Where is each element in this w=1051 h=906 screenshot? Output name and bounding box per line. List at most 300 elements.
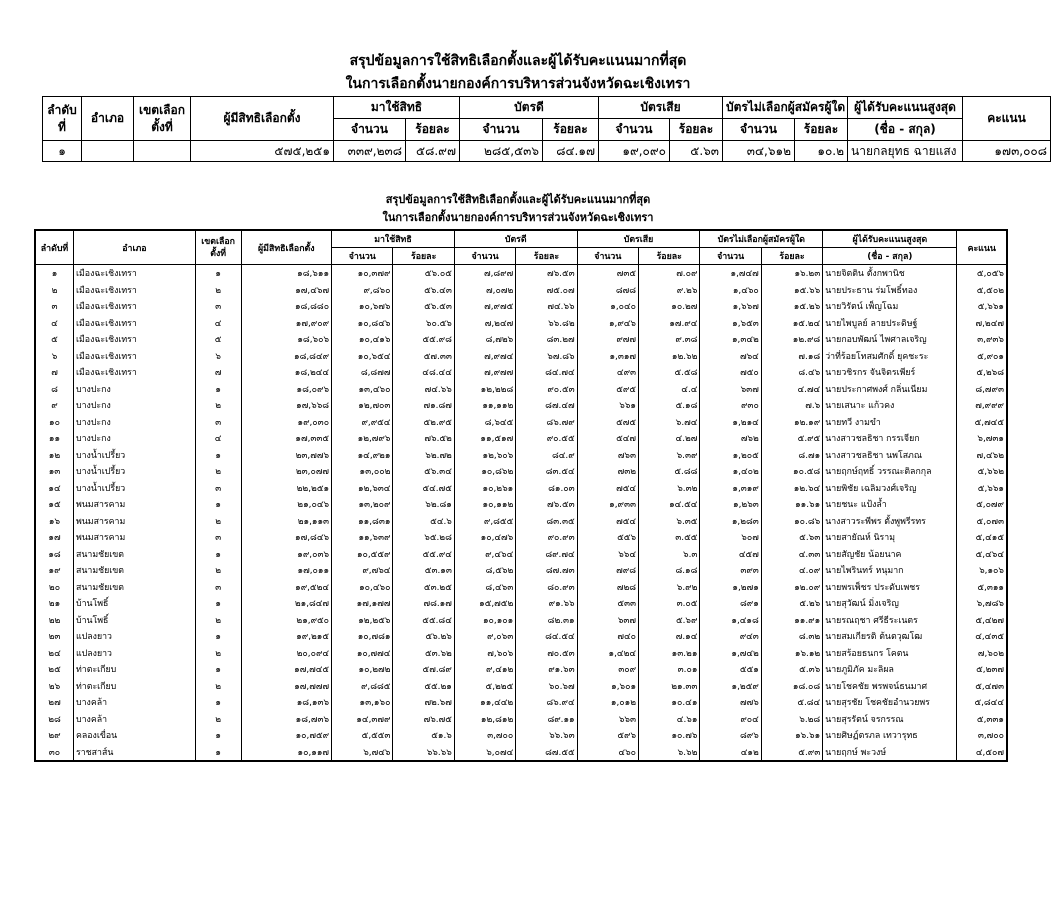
cell-bad-percent: ๑๐.๗๖ (639, 727, 700, 744)
header-good: บัตรดี (460, 97, 599, 119)
cell-good-count: ๑๕,๗๕๒ (454, 595, 515, 612)
cell-bad-percent: ๕.๘๘ (639, 463, 700, 480)
cell-novote-percent: ๑๖.๒๓ (761, 265, 822, 282)
cell-novote-count: ๔๕๗ (700, 546, 761, 563)
cell-zone: ๑ (195, 447, 241, 464)
cell-district: พนมสารคาม (74, 529, 196, 546)
cell-score: ๗,๔๖๒ (957, 447, 1007, 464)
cell-novote-count: ๑,๔๐๒ (700, 463, 761, 480)
cell-bad-percent: ๖.๗๔ (639, 414, 700, 431)
cell-zone: ๒ (195, 562, 241, 579)
cell-zone: ๑ (195, 727, 241, 744)
cell-zone: ๓ (195, 414, 241, 431)
cell-novote-percent: ๕.๒๖ (761, 595, 822, 612)
sub-percent: ร้อยละ (543, 119, 599, 141)
cell-novote-percent: ๑๒.๖๔ (761, 480, 822, 497)
cell-eligible: ๑๗,๗๔๕ (241, 661, 332, 678)
cell-bad-percent: ๑๐.๒๗ (639, 298, 700, 315)
cell-eligible: ๕๗๕,๒๕๑ (191, 141, 334, 162)
cell-bad-percent: ๖.๙๒ (639, 579, 700, 596)
cell-novote-percent: ๑๕.๖๖ (761, 282, 822, 299)
cell-district: เมืองฉะเชิงเทรา (74, 331, 196, 348)
cell-top-name: นายสุวัฒน์ มิ่งเจริญ (823, 595, 957, 612)
cell-seq: ๑๗ (35, 529, 74, 546)
cell-novote-percent: ๔.๗๔ (761, 381, 822, 398)
sub-name: (ชื่อ - สกุล) (823, 248, 957, 265)
cell-eligible: ๒๓,๐๗๗ (241, 463, 332, 480)
table-row (35, 414, 1007, 431)
sub-percent: ร้อยละ (406, 119, 460, 141)
header-seq: ลำดับที่ (35, 230, 74, 265)
cell-district: บางคล้า (74, 694, 196, 711)
cell-zone: ๒ (195, 612, 241, 629)
cell-district: เมืองฉะเชิงเทรา (74, 364, 196, 381)
cell-bad-percent: ๑๐.๔๑ (639, 694, 700, 711)
cell-novote-count: ๑,๗๔๒ (700, 645, 761, 662)
cell-good-count: ๘,๔๖๓ (454, 579, 515, 596)
table-row (35, 595, 1007, 612)
cell-good-count: ๑๐,๔๗๖ (454, 529, 515, 546)
cell-novote-percent: ๑๒.๑๙ (761, 414, 822, 431)
cell-good-percent: ๘๖.๙๔ (516, 694, 577, 711)
cell-seq: ๒๒ (35, 612, 74, 629)
cell-novote-count: ๕๕๑ (700, 661, 761, 678)
cell-good-count: ๗,๙๗๕ (454, 298, 515, 315)
cell-turnout-percent: ๕๗.๘๙ (393, 661, 454, 678)
cell-good-count: ๗,๒๔๗ (454, 315, 515, 332)
cell-seq: ๒๐ (35, 579, 74, 596)
cell-bad-count: ๑,๐๑๒ (577, 694, 638, 711)
cell-turnout-percent: ๗๘.๑๗ (393, 595, 454, 612)
cell-eligible: ๒๒,๒๕๑ (241, 480, 332, 497)
cell-seq: ๒๘ (35, 711, 74, 728)
cell-score: ๕,๒๓๗ (957, 661, 1007, 678)
cell-novote-count: ๖๓๗ (700, 381, 761, 398)
cell-bad-percent: ๑๗.๙๔ (639, 315, 700, 332)
cell-novote-percent: ๔.๐๙ (761, 562, 822, 579)
table-row (35, 315, 1007, 332)
cell-bad-percent: ๖.๖๒ (639, 744, 700, 762)
table-row (35, 496, 1007, 513)
cell-turnout-count: ๑๐,๔๖๐ (332, 579, 393, 596)
table-row (35, 529, 1007, 546)
cell-good-count: ๘,๗๒๖ (454, 331, 515, 348)
cell-bad-count: ๕๓๓ (577, 595, 638, 612)
cell-top-name: นายฤกษ์ พะวงษ์ (823, 744, 957, 762)
cell-zone: ๓ (195, 298, 241, 315)
cell-good-percent: ๘๙.๗๔ (516, 546, 577, 563)
cell-district: ท่าตะเกียบ (74, 661, 196, 678)
cell-novote-percent: ๘.๗๑ (761, 447, 822, 464)
cell-good-count: ๘,๕๖๒ (454, 562, 515, 579)
cell-eligible: ๑๘,๐๙๖ (241, 381, 332, 398)
cell-good-percent: ๘๔.๗๔ (516, 364, 577, 381)
header-novote: บัตรไม่เลือกผู้สมัครผู้ใด (723, 97, 848, 119)
cell-eligible: ๑๗,๗๗๗ (241, 678, 332, 695)
cell-good-count: ๙,๔๖๔ (454, 546, 515, 563)
cell-seq: ๑๒ (35, 447, 74, 464)
cell-turnout-count: ๘,๘๗๗ (332, 364, 393, 381)
cell-seq: ๒ (35, 282, 74, 299)
cell-score: ๗,๖๐๒ (957, 645, 1007, 662)
cell-bad-count: ๖๓๗ (577, 612, 638, 629)
cell-zone: ๓ (195, 579, 241, 596)
cell-seq: ๕ (35, 331, 74, 348)
cell-score: ๖,๗๘๖ (957, 595, 1007, 612)
cell-score: ๕,๕๐๒ (957, 282, 1007, 299)
header-bad: บัตรเสีย (599, 97, 723, 119)
cell-novote-count: ๗๗๖ (700, 694, 761, 711)
cell-turnout-percent: ๕๓.๑๓ (393, 562, 454, 579)
cell-eligible: ๑๘,๗๓๖ (241, 711, 332, 728)
detail-title-line2: ในการเลือกตั้งนายกองค์การบริหารส่วนจังหวัดฉะเชิงเทรา (382, 211, 654, 224)
cell-seq: ๒๑ (35, 595, 74, 612)
cell-novote-count: ๖๐๗ (700, 529, 761, 546)
cell-seq: ๒๓ (35, 628, 74, 645)
cell-turnout-percent: ๕๔.๗๕ (393, 480, 454, 497)
cell-zone: ๑ (195, 496, 241, 513)
cell-good-count: ๗,๐๗๒ (454, 282, 515, 299)
cell-district: เมืองฉะเชิงเทรา (74, 265, 196, 282)
cell-bad-count: ๗๓๕ (577, 265, 638, 282)
cell-good-count: ๕,๒๒๕ (454, 678, 515, 695)
cell-district (82, 141, 134, 162)
cell-district: ท่าตะเกียบ (74, 678, 196, 695)
cell-novote-count: ๘๙๑ (700, 595, 761, 612)
cell-turnout-count: ๑๓,๒๐๙ (332, 496, 393, 513)
table-row (35, 463, 1007, 480)
cell-seq: ๓๐ (35, 744, 74, 762)
cell-district: บางปะกง (74, 381, 196, 398)
cell-novote-count: ๑,๓๔๒ (700, 331, 761, 348)
cell-seq: ๒๗ (35, 694, 74, 711)
header-novote: บัตรไม่เลือกผู้สมัครผู้ใด (700, 230, 823, 248)
cell-top-name: นายสร้อยธนกร โคตน (823, 645, 957, 662)
cell-eligible: ๑๗,๐๑๑ (241, 562, 332, 579)
cell-turnout-percent: ๕๖.๔๓ (393, 282, 454, 299)
cell-score: ๕,๔๖๔ (957, 546, 1007, 563)
cell-zone: ๖ (195, 348, 241, 365)
cell-good-percent: ๘๖.๗๙ (516, 414, 577, 431)
sub-count: จำนวน (332, 248, 393, 265)
cell-turnout-count: ๙,๗๖๔ (332, 562, 393, 579)
cell-turnout-percent: ๕๕.๘๔ (393, 612, 454, 629)
cell-seq: ๒๕ (35, 661, 74, 678)
cell-turnout-count: ๑๔,๙๒๑ (332, 447, 393, 464)
cell-novote-count: ๗๖๒ (700, 430, 761, 447)
sub-percent: ร้อยละ (639, 248, 700, 265)
cell-good-count: ๑๒,๒๒๘ (454, 381, 515, 398)
cell-novote-count: ๑,๒๐๕ (700, 447, 761, 464)
cell-eligible: ๑๗,๘๔๖ (241, 529, 332, 546)
cell-bad-count: ๖๖๓ (577, 711, 638, 728)
cell-turnout-count: ๑๒,๗๙๖ (332, 430, 393, 447)
cell-turnout-percent: ๕๓.๖๒ (393, 645, 454, 662)
cell-good-percent: ๘๓.๓๕ (516, 513, 577, 530)
cell-turnout-count: ๑๗,๑๗๗ (332, 595, 393, 612)
cell-zone: ๔ (195, 430, 241, 447)
cell-top-name: นายพรเพ็ชร ประดับเพชร (823, 579, 957, 596)
cell-eligible: ๑๙,๒๑๕ (241, 628, 332, 645)
cell-bad-count: ๑,๔๒๔ (577, 645, 638, 662)
cell-score: ๕,๙๐๑ (957, 348, 1007, 365)
cell-bad-count: ๔๖๐ (577, 744, 638, 762)
cell-good-percent: ๖๗.๘๖ (516, 348, 577, 365)
sub-percent: ร้อยละ (761, 248, 822, 265)
cell-top-name: นายโชคชัย พรพจน์ธนมาศ (823, 678, 957, 695)
cell-novote-count: ๓๔,๖๑๒ (723, 141, 795, 162)
cell-good-count: ๑๐,๑๐๑ (454, 612, 515, 629)
cell-district: คลองเขื่อน (74, 727, 196, 744)
table-row (35, 430, 1007, 447)
cell-novote-percent: ๕.๘๔ (761, 694, 822, 711)
table-row (35, 364, 1007, 381)
cell-good-percent: ๘๓.๒๗ (516, 331, 577, 348)
cell-zone: ๔ (195, 315, 241, 332)
cell-turnout-percent: ๕๖.๐๕ (393, 265, 454, 282)
cell-score: ๗,๒๔๗ (957, 315, 1007, 332)
cell-district: บ้านโพธิ์ (74, 612, 196, 629)
cell-good-percent: ๖๖.๖๓ (516, 727, 577, 744)
table-row (35, 381, 1007, 398)
cell-eligible: ๑๘,๘๔๙ (241, 348, 332, 365)
header-score: คะแนน (957, 230, 1007, 265)
cell-good-count: ๑๐,๒๖๑ (454, 480, 515, 497)
header-turnout: มาใช้สิทธิ (334, 97, 460, 119)
summary-title-line1: สรุปข้อมูลการใช้สิทธิเลือกตั้งและผู้ได้รับคะแนนมากที่สุด (349, 53, 687, 69)
cell-bad-count: ๓๐๙ (577, 661, 638, 678)
cell-good-percent: ๘๙.๑๑ (516, 711, 577, 728)
cell-eligible: ๑๗,๖๖๘ (241, 397, 332, 414)
cell-good-count: ๒๘๕,๕๓๖ (460, 141, 543, 162)
cell-turnout-percent: ๕๕.๒๑ (393, 678, 454, 695)
cell-novote-percent: ๘.๓๒ (761, 628, 822, 645)
cell-good-percent: ๘๗.๗๓ (516, 562, 577, 579)
cell-novote-percent: ๑๒.๐๙ (761, 579, 822, 596)
cell-eligible: ๒๓,๗๗๖ (241, 447, 332, 464)
cell-good-percent: ๗๔.๖๖ (516, 298, 577, 315)
cell-novote-percent: ๑๐.๕๘ (761, 463, 822, 480)
cell-zone: ๑ (195, 546, 241, 563)
cell-good-percent: ๙๑.๖๓ (516, 661, 577, 678)
cell-score: ๗,๙๙๙ (957, 397, 1007, 414)
cell-novote-percent: ๑๑.๖๑ (761, 496, 822, 513)
cell-turnout-percent: ๕๕.๙๘ (393, 331, 454, 348)
cell-district: ราชสาส์น (74, 744, 196, 762)
cell-good-count: ๗,๖๐๖ (454, 645, 515, 662)
cell-turnout-percent: ๕๓.๒๕ (393, 579, 454, 596)
cell-seq: ๙ (35, 397, 74, 414)
cell-good-percent: ๗๖.๕๓ (516, 265, 577, 282)
cell-good-count: ๙,๘๕๕ (454, 513, 515, 530)
cell-zone: ๒ (195, 463, 241, 480)
cell-turnout-percent: ๕๔.๖ (393, 513, 454, 530)
table-row (35, 645, 1007, 662)
cell-turnout-percent: ๗๒.๖๗ (393, 694, 454, 711)
cell-seq: ๑๔ (35, 480, 74, 497)
cell-good-count: ๑๑,๔๔๒ (454, 694, 515, 711)
cell-zone: ๑ (195, 661, 241, 678)
cell-bad-count: ๕๔๗ (577, 430, 638, 447)
table-row (35, 282, 1007, 299)
cell-turnout-count: ๑๐,๘๔๖ (332, 315, 393, 332)
cell-good-percent: ๙๑.๖๖ (516, 595, 577, 612)
cell-good-count: ๑๐,๑๑๒ (454, 496, 515, 513)
cell-novote-count: ๑,๒๕๙ (700, 678, 761, 695)
cell-top-name: นายพิชัย เฉลิมวงศ์เจริญ (823, 480, 957, 497)
cell-novote-count: ๑,๒๗๑ (700, 579, 761, 596)
cell-bad-percent: ๓.๐๑ (639, 661, 700, 678)
cell-turnout-percent: ๕๖.๒๖ (393, 628, 454, 645)
cell-zone (134, 141, 191, 162)
cell-top-name: นายประธาน ร่มโพธิ์ทอง (823, 282, 957, 299)
cell-turnout-count: ๑๐,๗๘๑ (332, 628, 393, 645)
cell-score: ๕,๒๖๘ (957, 364, 1007, 381)
sub-count: จำนวน (599, 119, 670, 141)
cell-novote-percent: ๗.๑๘ (761, 348, 822, 365)
cell-novote-percent: ๕.๖๓ (761, 529, 822, 546)
cell-bad-percent: ๔.๖๑ (639, 711, 700, 728)
cell-seq: ๔ (35, 315, 74, 332)
cell-bad-count: ๑,๙๔๖ (577, 315, 638, 332)
cell-district: บางน้ำเปรี้ยว (74, 480, 196, 497)
sub-percent: ร้อยละ (670, 119, 723, 141)
cell-bad-count: ๔๙๓ (577, 364, 638, 381)
cell-district: สนามชัยเขต (74, 546, 196, 563)
cell-top-name: นายไพรินทร์ หนุมาก (823, 562, 957, 579)
cell-novote-percent: ๑๖.๑๒ (761, 645, 822, 662)
cell-eligible: ๒๑,๙๕๐ (241, 612, 332, 629)
cell-turnout-count: ๑๓,๐๐๒ (332, 463, 393, 480)
cell-score: ๕,๐๕๖ (957, 265, 1007, 282)
cell-novote-percent: ๕.๙๓ (761, 744, 822, 762)
header-zone: เขตเลือกตั้งที่ (134, 97, 191, 141)
cell-district: แปลงยาว (74, 628, 196, 645)
cell-turnout-count: ๑๐,๒๗๒ (332, 661, 393, 678)
cell-eligible: ๑๙,๐๓๖ (241, 546, 332, 563)
sub-percent: ร้อยละ (516, 248, 577, 265)
cell-good-percent: ๖๐.๖๗ (516, 678, 577, 695)
cell-district: เมืองฉะเชิงเทรา (74, 348, 196, 365)
cell-eligible: ๒๑,๘๔๗ (241, 595, 332, 612)
cell-turnout-count: ๑๑,๘๓๑ (332, 513, 393, 530)
cell-score: ๔,๕๐๗ (957, 744, 1007, 762)
cell-seq: ๖ (35, 348, 74, 365)
cell-bad-percent: ๕.๕๘ (639, 364, 700, 381)
cell-eligible: ๑๙,๐๓๐ (241, 414, 332, 431)
cell-novote-count: ๑,๔๖๐ (700, 282, 761, 299)
cell-top-name: นางสาวชลธิชา กรรเจียก (823, 430, 957, 447)
cell-novote-count: ๙๐๔ (700, 711, 761, 728)
cell-eligible: ๑๐,๗๕๙ (241, 727, 332, 744)
cell-score: ๕,๘๔๔ (957, 694, 1007, 711)
cell-novote-percent: ๑๖.๖๑ (761, 727, 822, 744)
cell-turnout-count: ๑๐,๓๗๙ (332, 265, 393, 282)
cell-district: บ้านโพธิ์ (74, 595, 196, 612)
cell-good-percent: ๗๕.๐๗ (516, 282, 577, 299)
cell-bad-percent: ๙.๒๖ (639, 282, 700, 299)
cell-zone: ๑ (195, 744, 241, 762)
table-row (35, 678, 1007, 695)
cell-district: บางน้ำเปรี้ยว (74, 463, 196, 480)
cell-turnout-count: ๑๐,๖๗๖ (332, 298, 393, 315)
cell-turnout-percent: ๕๖.๓๔ (393, 463, 454, 480)
table-row (35, 480, 1007, 497)
cell-seq: ๒๖ (35, 678, 74, 695)
cell-seq: ๑๓ (35, 463, 74, 480)
cell-good-percent: ๗๖.๕๓ (516, 496, 577, 513)
cell-bad-percent: ๕.๖๙ (639, 612, 700, 629)
cell-top-name: นายวิรัตน์ เพ็ญโฉม (823, 298, 957, 315)
cell-seq: ๓ (35, 298, 74, 315)
detail-title-line1: สรุปข้อมูลการใช้สิทธิเลือกตั้งและผู้ได้รับคะแนนมากที่สุด (385, 193, 651, 206)
table-row (35, 546, 1007, 563)
cell-bad-count: ๖๖๔ (577, 546, 638, 563)
cell-novote-percent: ๑๕.๒๖ (761, 298, 822, 315)
table-row (35, 661, 1007, 678)
cell-turnout-count: ๑๒,๗๐๓ (332, 397, 393, 414)
cell-score: ๕,๓๓๑ (957, 711, 1007, 728)
cell-bad-count: ๑,๓๑๗ (577, 348, 638, 365)
cell-turnout-percent: ๖๖.๖๖ (393, 744, 454, 762)
cell-novote-percent: ๖.๒๘ (761, 711, 822, 728)
cell-turnout-percent: ๕๗.๓๓ (393, 348, 454, 365)
cell-top-name: นายเสนาะ แก้วคง (823, 397, 957, 414)
cell-district: พนมสารคาม (74, 496, 196, 513)
cell-bad-percent: ๕.๖๓ (670, 141, 723, 162)
cell-score: ๖,๑๐๖ (957, 562, 1007, 579)
cell-novote-count: ๓๙๓ (700, 562, 761, 579)
cell-novote-percent: ๑๕.๒๔ (761, 315, 822, 332)
header-top: ผู้ได้รับคะแนนสูงสุด (848, 97, 963, 119)
cell-novote-count: ๗๕๐ (700, 364, 761, 381)
table-row (35, 727, 1007, 744)
cell-bad-percent: ๑๓.๒๑ (639, 645, 700, 662)
cell-top-name: นายประกาศพงศ์ กลิ่นเนียม (823, 381, 957, 398)
cell-turnout-percent: ๗๖.๗๕ (393, 711, 454, 728)
cell-good-percent: ๘๗.๕๕ (516, 744, 577, 762)
header-score: คะแนน (963, 97, 1051, 141)
cell-novote-percent: ๑๐.๘๖ (761, 513, 822, 530)
header-top: ผู้ได้รับคะแนนสูงสุด (823, 230, 957, 248)
cell-score: ๕,๗๔๕ (957, 414, 1007, 431)
cell-seq: ๑๙ (35, 562, 74, 579)
cell-novote-count: ๘๙๖ (700, 727, 761, 744)
cell-bad-count: ๗๔๐ (577, 628, 638, 645)
cell-bad-count: ๗๕๔ (577, 513, 638, 530)
summary-title-line2: ในการเลือกตั้งนายกองค์การบริหารส่วนจังหวัดฉะเชิงเทรา (345, 76, 691, 92)
cell-zone: ๒ (195, 282, 241, 299)
sub-count: จำนวน (577, 248, 638, 265)
cell-eligible: ๑๗,๓๓๕ (241, 430, 332, 447)
cell-score: ๕,๖๖๑ (957, 298, 1007, 315)
cell-eligible: ๑๘,๑๓๖ (241, 694, 332, 711)
cell-good-count: ๘,๖๔๕ (454, 414, 515, 431)
cell-turnout-percent: ๖๒.๘๑ (393, 496, 454, 513)
cell-seq: ๗ (35, 364, 74, 381)
cell-good-percent: ๙๐.๕๕ (516, 430, 577, 447)
cell-zone: ๕ (195, 331, 241, 348)
cell-novote-count: ๑,๗๔๗ (700, 265, 761, 282)
table-row (35, 711, 1007, 728)
cell-good-count: ๑๐,๘๖๒ (454, 463, 515, 480)
cell-bad-percent: ๑๒.๖๒ (639, 348, 700, 365)
cell-bad-percent: ๗.๐๙ (639, 265, 700, 282)
header-good: บัตรดี (454, 230, 577, 248)
cell-zone: ๒ (195, 397, 241, 414)
cell-novote-count: ๑,๒๘๓ (700, 513, 761, 530)
cell-top-name: นายสัญชัย น้อยนาค (823, 546, 957, 563)
